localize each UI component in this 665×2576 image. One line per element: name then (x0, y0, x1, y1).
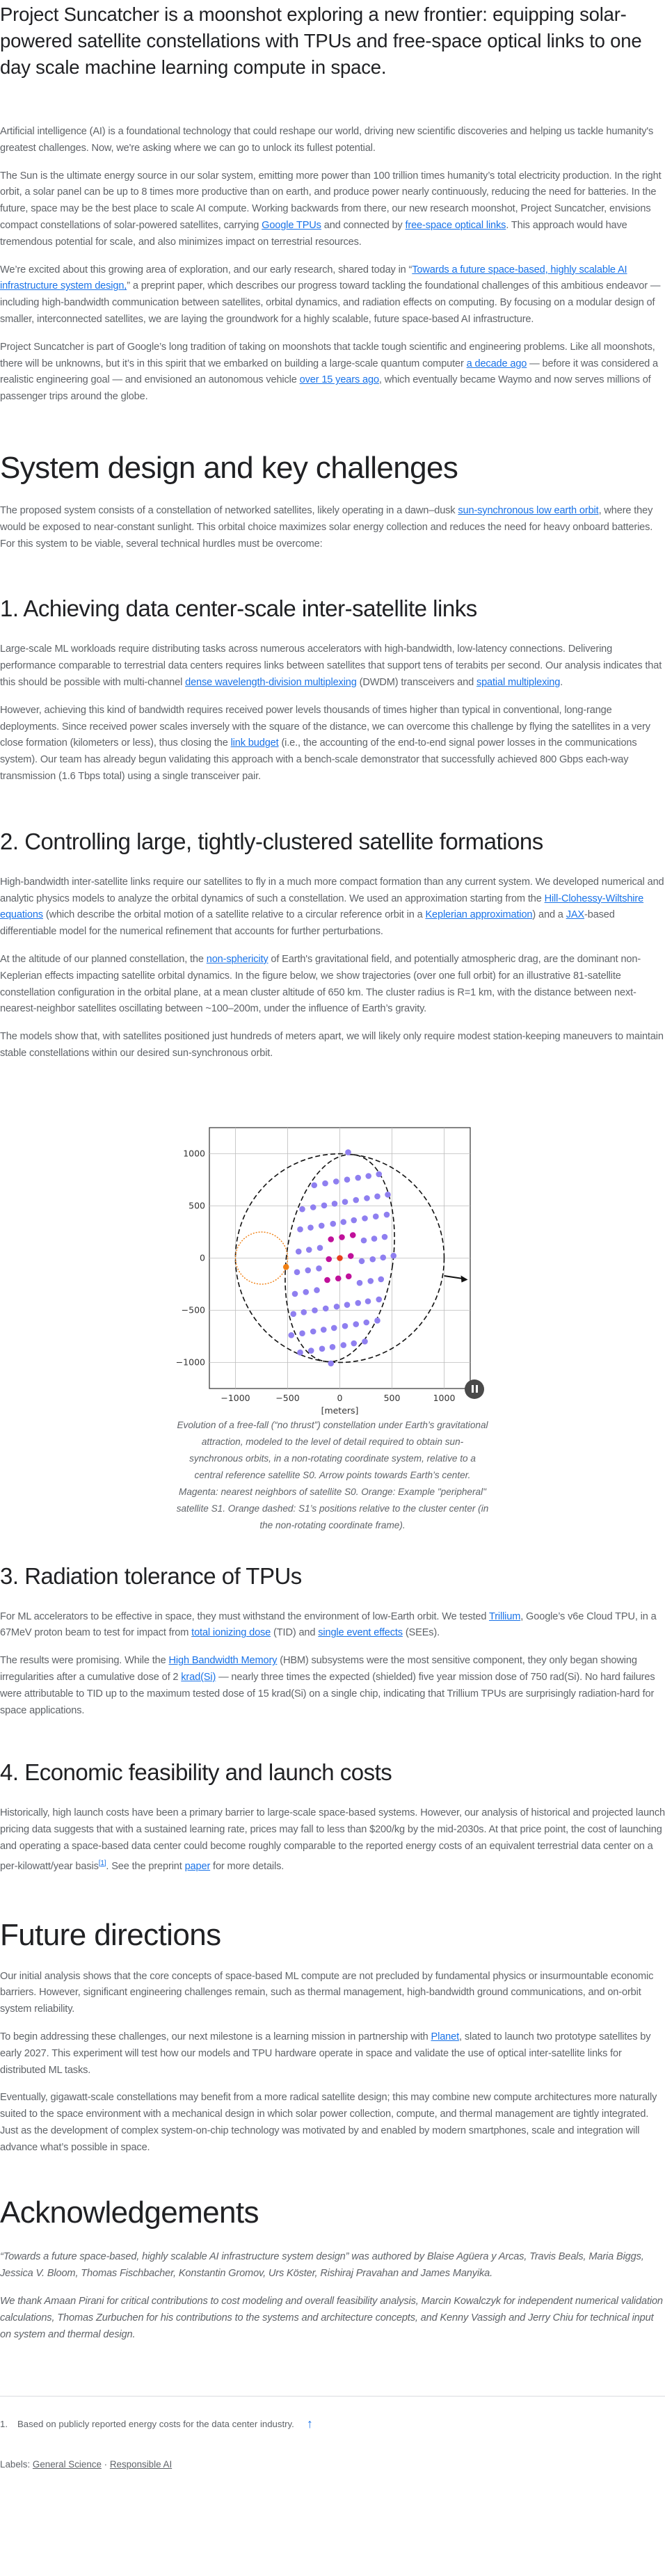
satellite-point (351, 1340, 357, 1346)
text: We’re excited about this growing area of exploration, and our early research, shared today in “ (0, 264, 412, 275)
s2-paragraph-1 (0, 874, 665, 941)
neighbor-satellite-point (346, 1273, 352, 1279)
text: Large-scale ML workloads require distributing tasks across numerous accelerators with high-bandwidth, low-latency connections. Delivering performance comparable to terrestrial data centers requires links between satellites that support tens of terabits per second. Our analysis indicates that this should be possible with multi-channel (0, 643, 662, 688)
text: and connected by (321, 219, 406, 231)
text: “Towards a future space-based, highly scalable AI infrastructure system design” was authored by Blaise Agüera y Arcas, Travis Beals, Maria Biggs, Jessica V. Bloom, Thomas Fischbacher, Konstantin Gromov, Urs Köster, Rishiraj Pravahan and James Manyika. (0, 2251, 644, 2280)
satellite-point (359, 1258, 365, 1264)
link-trillium[interactable]: Trillium (488, 1610, 521, 1622)
satellite-point (345, 1149, 351, 1155)
satellite-point (369, 1256, 376, 1263)
footnote-ref[interactable] (99, 1859, 106, 1867)
neighbor-satellite-point (324, 1277, 330, 1283)
text: Historically, high launch costs have been a primary barrier to large-scale space-based systems. However, our analysis of historical and projected launch pricing data suggests that with a sustained learning rate, prices may fall to less than $200/kg by the mid-2030s. At that price point, the cost of launching and operating a space-based data center could become roughly comparable to the reported energy costs of an equivalent terrestrial data center on a per-kilowatt/year basis (0, 1807, 665, 1872)
section-heading-inter-satellite-links: 1. Achieving data center-scale inter-satellite links (0, 595, 477, 622)
text: (i.e., the accounting of the end-to-end signal power losses in the communications system). Our team has already begun validating this approach with a bench-scale demonstrator that successfully achieved 800 Gbps each-way transmission (1.6 Tbps total) using a single transceiver pair. (0, 737, 637, 782)
text: — before it was considered a realistic engineering goal — and envisioned an autonomous vehicle (0, 358, 658, 386)
satellite-point (319, 1345, 326, 1352)
satellite-point (390, 1253, 396, 1259)
text: The proposed system consists of a constellation of networked satellites, likely operating in a dawn–dusk (0, 504, 458, 516)
ack-paragraph-1 (0, 2249, 665, 2282)
satellite-point (299, 1206, 305, 1213)
satellite-point (296, 1248, 302, 1254)
satellite-point (288, 1332, 294, 1338)
figure-caption: Evolution of a free-fall (“no thrust”) constellation under Earth’s gravitational attraction, modeled to the level of detail required to obtain sun-synchronous orbits, in a non-rotating coordinate system, relative to a central reference satellite S0. Arrow points towards Earth’s center. Magenta: nearest neighbors of satellite S0. Orange: Example "peripheral" satellite S1. Orange dashed: S1’s positions relative to the cluster center (in the non-rotating coordinate frame). (176, 1419, 489, 1530)
y-tick-label: 0 (200, 1252, 205, 1263)
label-responsible-ai[interactable]: Responsible AI (109, 2459, 173, 2470)
intro-paragraph-2 (0, 168, 665, 251)
section-heading-system-design: System design and key challenges (0, 450, 458, 485)
link-hcw-equations[interactable]: Hill-Clohessy-Wiltshire equations (0, 893, 644, 921)
satellite-point (376, 1296, 382, 1302)
satellite-point (384, 1211, 390, 1217)
satellite-point (361, 1238, 367, 1244)
satellite-point (330, 1344, 336, 1350)
s2-paragraph-3 (0, 1029, 665, 1062)
intro-paragraph-4 (0, 339, 665, 406)
text: . (560, 676, 563, 688)
text: (TID) and (271, 1627, 319, 1639)
satellite-point (363, 1319, 369, 1325)
text: Our initial analysis shows that the core concepts of space-based ML compute are not precluded by fundamental physics or insurmountable economic barriers. However, significant engineering challenges remain, such as thermal management, high-bandwidth ground communications, and on-orbit system reliability. (0, 1970, 654, 2015)
neighbor-satellite-point (326, 1256, 332, 1262)
footnote-text: Based on publicly reported energy costs for the data center industry. (17, 2418, 294, 2429)
text: Project Suncatcher is part of Google’s long tradition of taking on moonshots that tackle tough scientific and engineering problems. Like all moonshots, there will be unknowns, but it’s in this spirit that we embarked on building a large-scale quantum computer (0, 341, 655, 369)
satellite-point (299, 1330, 305, 1336)
text: However, achieving this kind of bandwidth requires received power levels thousands of times higher than typical in conventional, long-range deployments. Since received power scales inversely with the square of the distance, we can overcome this challenge by flying the satellites in a very close formation (kilometers or less), thus closing the (0, 704, 650, 749)
label-general-science[interactable]: General Science (32, 2459, 102, 2470)
section-heading-economic-feasibility: 4. Economic feasibility and launch costs (0, 1759, 392, 1786)
satellite-point (357, 1280, 363, 1286)
satellite-point (367, 1278, 374, 1284)
satellite-point (317, 1245, 323, 1251)
link-planet[interactable]: Planet (431, 2031, 460, 2042)
y-tick-label: −500 (181, 1304, 205, 1315)
satellite-point (321, 1202, 328, 1208)
pause-icon-bar (476, 1385, 478, 1393)
satellite-point (301, 1309, 307, 1315)
link-paper[interactable]: paper (184, 1860, 211, 1872)
satellite-point (365, 1173, 371, 1179)
section-heading-satellite-formations: 2. Controlling large, tightly-clustered satellite formations (0, 828, 543, 854)
text: ” a preprint paper, which describes our progress toward tackling the foundational challenges of this ambitious endeavor — including high-bandwidth communication between satellites, orbital dynamics, and radiation effects on computing. By focusing on a modular design of smaller, interconnected satellites, we are laying the groundwork for a highly scalable, future space-based AI infrastructure. (0, 280, 661, 325)
text: (DWDM) transceivers and (356, 676, 476, 688)
future-paragraph-2 (0, 2029, 665, 2079)
text: ) and a (532, 909, 566, 921)
satellite-point (355, 1174, 361, 1181)
section-heading-radiation-tolerance: 3. Radiation tolerance of TPUs (0, 1562, 302, 1589)
text: (HBM) subsystems were the most sensitive component, they only began showing irregularities after a cumulative dose of 2 (0, 1655, 637, 1683)
link-single-event-effects[interactable]: single event effects (318, 1627, 403, 1639)
text: (which describe the orbital motion of a satellite relative to a circular reference orbit in a (42, 909, 426, 921)
labels-prefix: Labels: (0, 2459, 31, 2470)
text: of Earth's gravitational field, and potentially atmospheric drag, are the dominant non-Keplerian effects impacting satellite orbital dynamics. In the figure below, we show trajectories (over one full orbit) for an illustrative 81-satellite constellation configuration in the orbital plane, at a mean cluster altitude of 650 km. The cluster radius is R=1 km, with the distance between next-nearest-neighbor satellites oscillating between ~100–200m, under the influence of Earth’s gravity. (0, 953, 641, 1015)
label-separator: · (104, 2459, 108, 2470)
text: , slated to launch two prototype satellites by early 2027. This experiment will test how our models and TPU hardware operate in space and validate the use of optical inter-satellite links for distributed ML tasks. (0, 2031, 651, 2076)
satellite-point (385, 1192, 391, 1198)
link-a-decade-ago[interactable]: a decade ago (466, 358, 527, 369)
text: , Google’s v6e Cloud TPU, in a 67MeV proton beam to test for impact from (0, 1610, 657, 1639)
section-heading-acknowledgements: Acknowledgements (0, 2195, 259, 2230)
satellite-point (331, 1325, 337, 1331)
text: . This approach would have tremendous potential for scale, and also minimizes impact on terrestrial resources. (0, 219, 627, 248)
satellite-point (340, 1342, 346, 1348)
satellite-point (322, 1180, 328, 1186)
neighbor-satellite-point (328, 1236, 334, 1242)
text: We thank Amaan Pirani for critical contributions to cost modeling and overall feasibility analysis, Marcin Kowalczyk for independent numerical validation calculations, Thomas Zurbuchen for his contributions to the systems and architecture concepts, and Kenny Vassigh and Jerry Chiu for technical input on system and thermal design. (0, 2296, 663, 2340)
satellite-point (311, 1182, 317, 1188)
satellite-point (307, 1224, 314, 1231)
satellite-point (319, 1222, 325, 1229)
link-sun-synchronous-orbit[interactable]: sun-synchronous low earth orbit (458, 504, 599, 516)
constellation-chart (175, 1115, 489, 1416)
s3-paragraph-2 (0, 1653, 665, 1719)
satellite-point (355, 1299, 361, 1306)
satellite-point (382, 1233, 388, 1240)
x-tick-label: 500 (383, 1392, 401, 1403)
satellite-point (316, 1265, 322, 1272)
center-satellite-s0 (337, 1255, 343, 1261)
satellite-point (310, 1204, 317, 1210)
satellite-point (328, 1360, 334, 1366)
text: High-bandwidth inter-satellite links require our satellites to fly in a much more compact formation than any current system. We developed numerical and analytic physics models to analyze the orbital dynamics of such a constellation. We used an approximation starting from the (0, 876, 664, 904)
neighbor-satellite-point (335, 1275, 342, 1281)
satellite-point (364, 1195, 370, 1201)
s2-paragraph-2 (0, 952, 665, 1018)
satellite-point (353, 1197, 359, 1203)
x-tick-label: −1000 (221, 1392, 250, 1403)
y-tick-label: −1000 (175, 1357, 205, 1368)
satellite-point (333, 1178, 339, 1185)
satellite-point (330, 1221, 336, 1227)
link-jax[interactable]: JAX (566, 909, 585, 921)
text: To begin addressing these challenges, our next milestone is a learning mission in partnership with (0, 2031, 431, 2042)
satellite-point (323, 1305, 329, 1311)
link-non-sphericity[interactable]: non-sphericity (206, 953, 269, 965)
neighbor-satellite-point (339, 1234, 345, 1240)
text: The Sun is the ultimate energy source in our solar system, emitting more power than 100 trillion times humanity’s total electricity production. In the right orbit, a solar panel can be up to 8 times more productive than on earth, and produce power nearly continuously, reducing the need for batteries. In the future, space may be the best place to scale AI compute. Working backwards from there, our new research moonshot, Project Suncatcher, envisions compact constellations of solar-powered satellites, carrying (0, 170, 662, 231)
y-tick-label: 500 (189, 1200, 205, 1211)
satellite-point (334, 1304, 340, 1310)
link-free-space-optical-links[interactable]: free-space optical links (405, 219, 506, 231)
link-link-budget[interactable]: link budget (230, 737, 279, 749)
animation-pause-button[interactable] (465, 1379, 484, 1399)
section-heading-future-directions: Future directions (0, 1917, 221, 1952)
satellite-point (310, 1328, 317, 1334)
satellite-point (308, 1347, 314, 1354)
intro-paragraph-1 (0, 124, 665, 157)
link-total-ionizing-dose[interactable]: total ionizing dose (191, 1627, 271, 1639)
footnote-number: 1. (0, 2418, 8, 2429)
pause-icon-bar (472, 1385, 474, 1393)
satellite-point (342, 1323, 348, 1329)
arrow-up-icon[interactable]: ↑ (306, 2417, 313, 2431)
satellite-point (376, 1171, 382, 1177)
neighbor-satellite-point (348, 1253, 354, 1259)
x-axis-label: [meters] (321, 1405, 359, 1416)
text: The models show that, with satellites positioned just hundreds of meters apart, we will likely only require modest station-keeping maneuvers to maintain stable constellations within our desired sun-synchronous orbit. (0, 1031, 664, 1059)
satellite-point (292, 1290, 298, 1297)
ack-paragraph-2 (0, 2294, 665, 2343)
intro-paragraph-3 (0, 262, 665, 328)
text: At the altitude of our planned constellation, the (0, 953, 207, 965)
satellite-point (290, 1311, 296, 1317)
peripheral-satellite-s1 (283, 1264, 289, 1270)
s1-paragraph-1 (0, 641, 665, 691)
text: . See the preprint (106, 1860, 185, 1872)
article-lead: Project Suncatcher is a moonshot exploring a new frontier: equipping solar-powered satellite constellations with TPUs and free-space optical links to one day scale machine learning compute in space. (0, 3, 642, 78)
satellite-point (374, 1318, 380, 1324)
link-krad-si[interactable]: krad(Si) (181, 1672, 216, 1683)
s3-paragraph-1 (0, 1609, 665, 1642)
link-preprint-paper[interactable]: Towards a future space-based, highly scalable AI infrastructure system design, (0, 264, 627, 292)
constellation-figure (175, 1115, 489, 1416)
link-keplerian-approximation[interactable]: Keplerian approximation (425, 909, 533, 921)
x-tick-label: −500 (275, 1392, 300, 1403)
link-high-bandwidth-memory[interactable]: High Bandwidth Memory (168, 1655, 278, 1667)
satellite-point (378, 1276, 384, 1282)
satellite-point (365, 1298, 371, 1304)
neighbor-satellite-point (350, 1232, 356, 1238)
text: , which eventually became Waymo and now serves millions of passenger trips around the globe. (0, 374, 651, 403)
text: -based differentiable model for the numerical refinement that accounts for further perturbations. (0, 909, 615, 938)
satellite-point (344, 1302, 351, 1308)
text: Eventually, gigawatt-scale constellations may benefit from a more radical satellite design; this may combine new compute architectures more naturally suited to the space environment with a mechanical design in which solar power collection, compute, and thermal management are tightly integrated. Just as the development of complex system-on-chip technology was motivated by and enabled by modern smartphones, scale and integration will advance what’s possible in space. (0, 2092, 657, 2153)
text: Artificial intelligence (AI) is a foundational technology that could reshape our world, driving new scientific discoveries and helping us tackle humanity's greatest challenges. Now, we're asking where we can go to unlock its fullest potential. (0, 126, 654, 154)
satellite-point (303, 1289, 309, 1295)
future-paragraph-1 (0, 1969, 665, 2018)
satellite-point (305, 1267, 311, 1273)
link-dwdm[interactable]: dense wavelength-division multiplexing (185, 676, 357, 688)
x-tick-label: 1000 (433, 1392, 456, 1403)
satellite-point (373, 1213, 379, 1219)
text: (SEEs). (402, 1627, 440, 1639)
satellite-point (297, 1350, 303, 1356)
satellite-point (362, 1215, 368, 1222)
satellite-point (294, 1269, 301, 1275)
system-paragraph-1 (0, 503, 665, 552)
satellite-point (344, 1176, 351, 1183)
satellite-point (314, 1287, 320, 1293)
satellite-point (312, 1307, 318, 1313)
satellite-point (297, 1226, 303, 1233)
text: For ML accelerators to be effective in space, they must withstand the environment of low-Earth orbit. We tested (0, 1610, 489, 1622)
satellite-point (362, 1338, 368, 1345)
text: for more details. (210, 1860, 285, 1872)
satellite-point (340, 1219, 346, 1225)
satellite-point (380, 1254, 386, 1261)
satellite-point (353, 1321, 359, 1327)
future-paragraph-3 (0, 2090, 665, 2156)
labels-row (0, 2459, 665, 2470)
satellite-point (374, 1193, 380, 1199)
text: The results were promising. While the (0, 1655, 169, 1667)
footnote-item (0, 2417, 665, 2430)
link-google-tpus[interactable]: Google TPUs (262, 219, 321, 231)
link-spatial-multiplexing[interactable]: spatial multiplexing (476, 676, 561, 688)
satellite-point (306, 1247, 312, 1253)
s4-paragraph-1 (0, 1805, 665, 1875)
footnote-ref-link[interactable]: [1] (98, 1859, 106, 1867)
s1-paragraph-2 (0, 703, 665, 785)
text: — nearly three times the expected (shielded) five year mission dose of 750 rad(Si). No hard failures were attributable to TID up to the maximum tested dose of 15 krad(Si) on a single chip, indicating that Trillium TPUs are surprisingly radiation-hard for space applications. (0, 1672, 655, 1716)
text: , where they would be exposed to near-constant sunlight. This orbital choice maximizes solar energy collection and reduces the need for heavy onboard batteries. For this system to be viable, several technical hurdles must be overcome: (0, 504, 653, 550)
satellite-point (351, 1217, 357, 1223)
satellite-point (371, 1235, 378, 1242)
x-tick-label: 0 (337, 1392, 343, 1403)
satellite-point (321, 1327, 327, 1333)
link-over-15-years-ago[interactable]: over 15 years ago (299, 374, 379, 386)
satellite-point (342, 1199, 348, 1205)
satellite-point (332, 1201, 338, 1207)
y-tick-label: 1000 (183, 1148, 205, 1159)
